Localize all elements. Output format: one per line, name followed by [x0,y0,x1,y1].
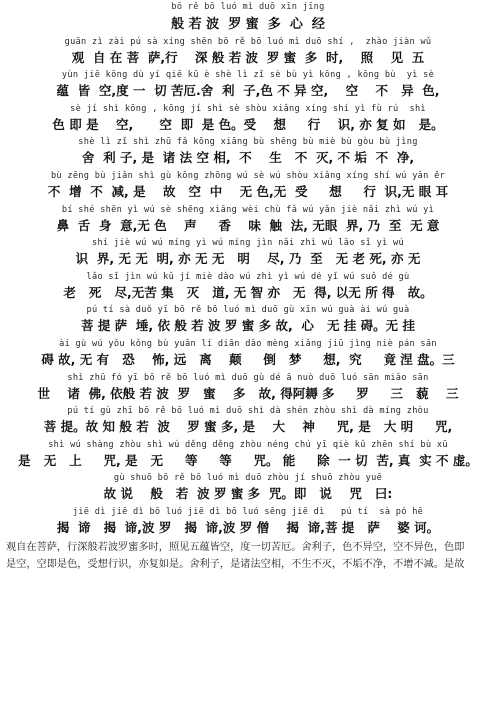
hanzi-line: 不 增 不 减, 是 故 空 中 无 色,无 受 想 行 识,无 眼 耳 [47,184,449,199]
hanzi-line: 识 界, 无 无 明, 亦 无 无 明 尽, 乃 至 无 老 死, 亦 无 [75,251,421,266]
pinyin-line: sè jí shì kōng , kōng jí shì sè shòu xiǎng xíng shí yì fù rú shì [70,104,426,114]
pinyin-line: yùn jiē kōng dù yí qiē kǔ è shè lì zǐ sè bù yì kōng , kōng bù yì sè [61,70,435,80]
pinyin-line: gù shuō bō rě bō luó mì duō zhòu jí shuō zhòu yuē [113,473,383,483]
hanzi-line: 色 即 是 空, 空 即 是 色。受 想 行 识, 亦 复 如 是。 [52,117,444,132]
title-pinyin: bō rě bō luó mì duō xīn jīng [171,2,325,12]
pinyin-line: shì wú shàng zhòu shì wú děng děng zhòu néng chú yī qiè kǔ zhēn shí bù xū [48,440,448,450]
hanzi-line: 菩 提。故 知 般 若 波 罗 蜜 多, 是 大 神 咒, 是 大 明 咒, [43,419,453,434]
hanzi-line: 世 诸 佛, 依般 若 波 罗 蜜 多 故, 得阿耨 多 罗 三 藐 三 [37,386,459,401]
pinyin-line: lǎo sǐ jìn wú kǔ jí miè dào wú zhì yì wú dé yǐ wú suǒ dé gù [86,272,410,282]
hanzi-line: 菩 提 萨 埵, 依 般 若 波 罗 蜜 多 故, 心 无 挂 碍。无 挂 [80,318,416,333]
pinyin-line: pú tí gù zhī bō rě bō luó mì duō shì dà shén zhòu shì dà míng zhòu [67,406,429,416]
pinyin-line: bù zēng bù jiǎn shì gù kōng zhōng wú sè wú shòu xiǎng xíng shí wú yǎn ěr [50,171,446,181]
pinyin-line: pú tí sà duǒ yī bō rě bō luó mì duō gù xīn wú guà ài wú guà [86,305,410,315]
pinyin-line: bí shé shēn yì wú sè shēng xiāng wèi chù fǎ wú yǎn jiè nǎi zhì wú yì [61,205,435,215]
plain-text-line: 是空，空即是色，受想行识，亦复如是。舍利子，是诸法空相，不生不灭，不垢不净，不增不减。是故 [6,559,465,570]
hanzi-line: 舍 利 子, 是 诸 法 空 相, 不 生 不 灭, 不 垢 不 净, [81,150,415,165]
hanzi-line: 故 说 般 若 波 罗 蜜 多 咒。即 说 咒 曰: [103,486,393,501]
hanzi-line: 鼻 舌 身 意,无 色 声 香 味 触 法, 无眼 界, 乃 至 无 意 [56,218,440,233]
title-hanzi: 般 若 波 罗 蜜 多 心 经 [171,17,325,32]
hanzi-line: 观 自 在 菩 萨,行 深 般 若 波 罗 蜜 多 时, 照 见 五 [71,50,425,65]
hanzi-line: 碍 故, 无 有 恐 怖, 远 离 颠 倒 梦 想, 究 竟 涅 盘。三 [41,352,455,367]
pinyin-line: shì zhū fó yī bō rě bō luó mì duō gù dé ā nuò duō luó sān miǎo sān [67,373,429,383]
plain-text-line: 观自在菩萨，行深般若波罗蜜多时，照见五蕴皆空，度一切苦厄。舍利子，色不异空，空不异色，色即 [6,542,465,553]
pinyin-line: guān zì zài pú sà xíng shēn bō rě bō luó mì duō shí , zhào jiàn wǔ [64,37,432,47]
pinyin-line: ài gù wú yǒu kǒng bù yuǎn lí diān dǎo mèng xiǎng jiū jìng niè pán sān [59,339,437,349]
pinyin-line: shè lì zǐ shì zhū fǎ kōng xiāng bù shēng bù miè bù gòu bù jìng [78,137,418,147]
hanzi-line: 老 死 尽,无苦 集 灭 道, 无 智 亦 无 得, 以无 所 得 故。 [63,285,433,300]
hanzi-line: 揭 谛 揭 谛,波 罗 揭 谛,波 罗 僧 揭 谛,菩 提 萨 婆 诃。 [56,520,440,535]
hanzi-line: 蕴 皆 空,度 一 切 苦厄.舍 利 子,色 不 异 空, 空 不 异 色, [56,83,440,98]
pinyin-line: shí jiè wú wú míng yì wú míng jìn nǎi zhì wú lǎo sǐ yì wú [91,238,404,248]
hanzi-line: 是 无 上 咒, 是 无 等 等 咒。 能 除 一 切 苦, 真 实 不 虚。 [18,453,478,468]
pinyin-line: jiē dì jiē dì bō luó jiē dì bō luó sēng jiē dì pú tí sà pó hē [72,507,424,517]
